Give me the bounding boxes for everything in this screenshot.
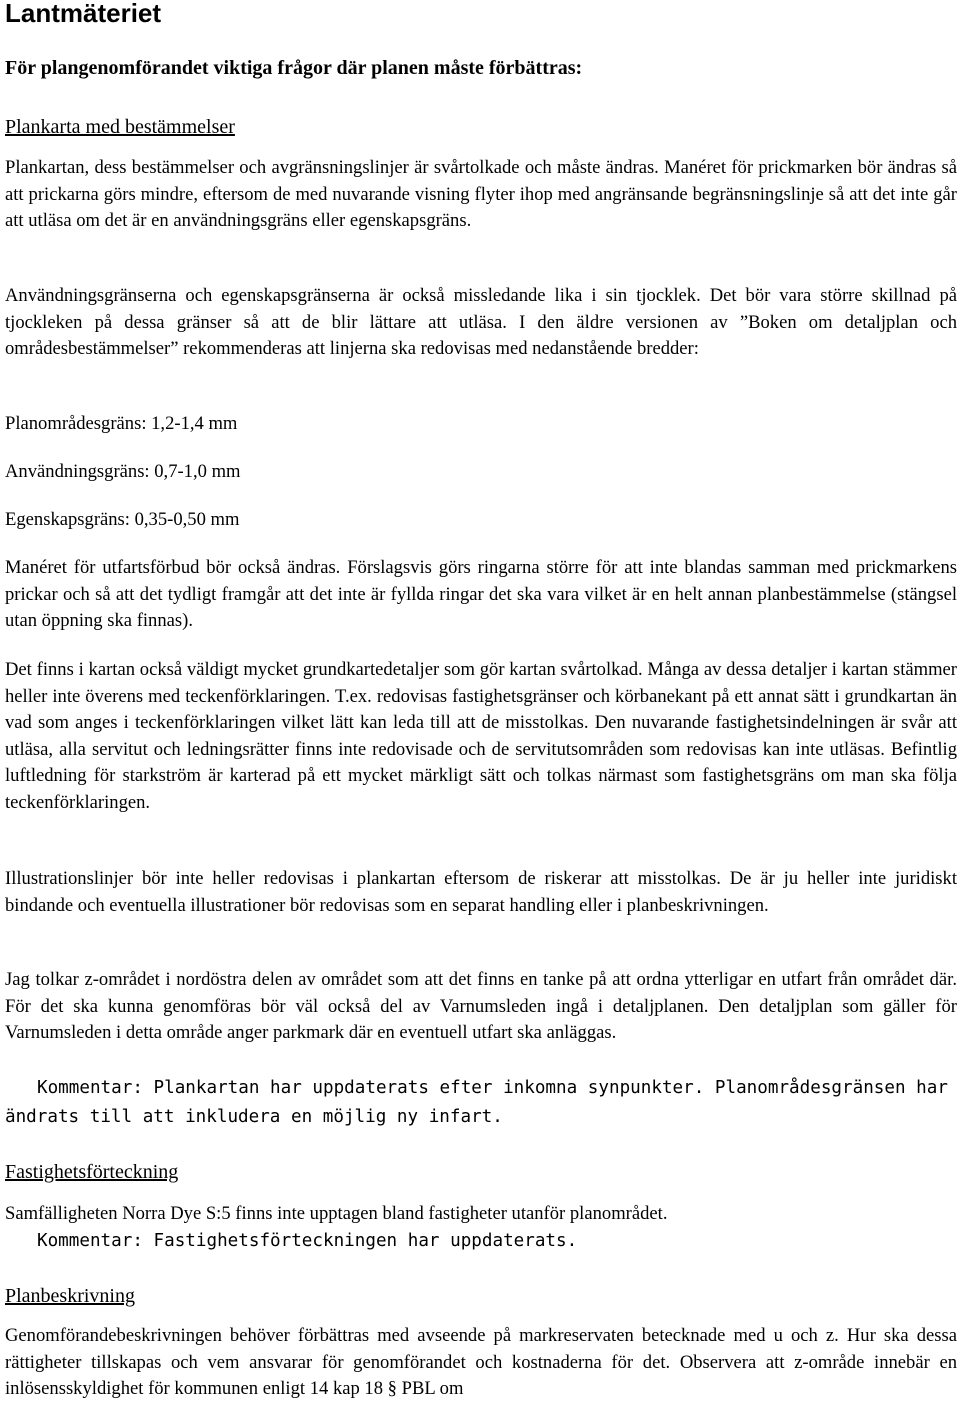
width-item-egenskapsgrans: Egenskapsgräns: 0,35-0,50 mm bbox=[5, 509, 240, 530]
paragraph-plankarta-5: Illustrationslinjer bör inte heller redovisas i plankartan eftersom de riskerar att misstolkas. De är ju heller inte juridiskt bindande och eventuella illustrationer bör redovisas som en separat handling eller i planbeskrivningen. bbox=[5, 868, 957, 916]
width-item-anvandningsgrans: Användningsgräns: 0,7-1,0 mm bbox=[5, 461, 241, 482]
paragraph-planbeskrivning: Genomförandebeskrivningen behöver förbättras med avseende på markreservaten betecknade med u och z. Hur ska dessa rättigheter tillskapas och vem ansvarar för genomförandet och kostnaderna för det. Observera att z-område innebär en inlösensskyldighet för kommunen enligt 14 kap 18 § PBL om bbox=[5, 1325, 957, 1399]
comment-fastighetsforteckning bbox=[5, 1227, 957, 1256]
paragraph-plankarta-4: Det finns i kartan också väldigt mycket grundkartedetaljer som gör kartan svårtolkad. Många av dessa detaljer i kartan stämmer heller inte överens med teckenförklaringen. T.ex. redovisas fastighetsgränser och körbanekant på ett annat sätt i grundkartan än vad som anges i teckenförklaringen vilket lätt kan leda till att de misstolkas. Den nuvarande fastighetsindelningen är svår att utläsa, alla servitut och ledningsrätter finns inte redovisade och de servitutsområden som redovisas kan inte utläsas. Befintlig luftledning för starkström är karterad på ett mycket märkligt sätt och tolkas närmast som fastighetsgräns om man ska följa teckenförklaringen. bbox=[5, 659, 957, 813]
comment-text: Kommentar: Fastighetsförteckningen har uppdaterats. bbox=[37, 1231, 578, 1251]
comment-plankarta bbox=[5, 1074, 957, 1132]
paragraph-plankarta-1: Plankartan, dess bestämmelser och avgränsningslinjer är svårtolkade och måste ändras. Manéret för prickmarken bör ändras så att prickarna görs mindre, eftersom de med nuvarande visning flyter ihop med angränsande begränsningslinje så att det inte går att utläsa om det är en användningsgräns eller egenskapsgräns. bbox=[5, 157, 957, 231]
intro-heading: För plangenomförandet viktiga frågor där planen måste förbättras: bbox=[5, 57, 583, 79]
paragraph-fastighetsforteckning: Samfälligheten Norra Dye S:5 finns inte upptagen bland fastigheter utanför planområdet. bbox=[5, 1203, 668, 1224]
section-heading-plankarta: Plankarta med bestämmelser bbox=[5, 116, 235, 138]
width-item-planomradesgrans: Planområdesgräns: 1,2-1,4 mm bbox=[5, 413, 238, 434]
comment-text: Kommentar: Plankartan har uppdaterats efter inkomna synpunkter. Planområdesgränsen har ändrats till att inkludera en möjlig ny infart. bbox=[5, 1078, 948, 1127]
paragraph-plankarta-3: Manéret för utfartsförbud bör också ändras. Förslagsvis görs ringarna större för att inte blandas samman med prickmarkens prickar och så att det tydligt framgår att det inte är fyllda ringar det ska vara vilket är en helt annan planbestämmelse (stängsel utan öppning ska finnas). bbox=[5, 557, 957, 631]
section-heading-fastighetsforteckning: Fastighetsförteckning bbox=[5, 1161, 179, 1183]
paragraph-plankarta-6: Jag tolkar z-området i nordöstra delen av området som att det finns en tanke på att ordna ytterligar en utfart från området där. För det ska kunna genomföras bör väl också del av Varnumsleden ingå i detaljplanen. Den detaljplan som gäller för Varnumsleden i detta område anger parkmark där en eventuell utfart ska anläggas. bbox=[5, 969, 957, 1043]
org-name: Lantmäteriet bbox=[5, 0, 162, 28]
paragraph-plankarta-2: Användningsgränserna och egenskapsgränserna är också missledande lika i sin tjocklek. Det bör vara större skillnad på tjockleken på dessa gränser så att de blir lättare att utläsa. I den äldre versionen av ”Boken om detaljplan och områdesbestämmelser” rekommenderas att linjerna ska redovisas med nedanstående bredder: bbox=[5, 285, 957, 359]
section-heading-planbeskrivning: Planbeskrivning bbox=[5, 1285, 135, 1307]
